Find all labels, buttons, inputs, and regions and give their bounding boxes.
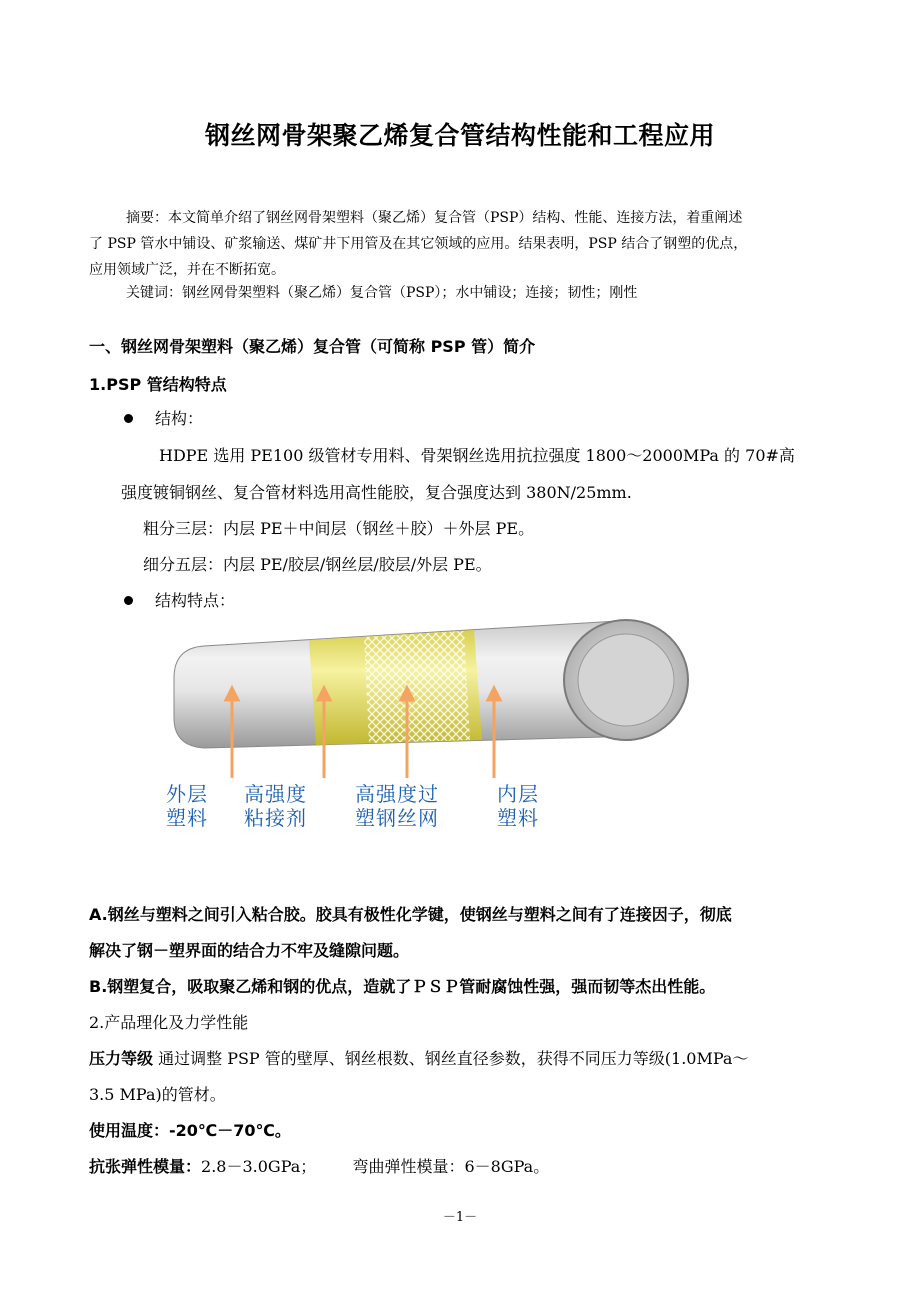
bullet-structure: 结构： [155,409,204,428]
document-title: 钢丝网骨架聚乙烯复合管结构性能和工程应用 [204,121,715,150]
pressure-line-2: 3.5 MPa)的管材。 [89,1085,226,1104]
abstract-line-1: 摘要：本文简单介绍了钢丝网骨架塑料（聚乙烯）复合管（PSP）结构、性能、连接方法，着重阐述 [126,210,743,226]
temperature: 使用温度：-20℃－70℃。 [89,1121,291,1140]
label-outer-plastic: 外层 塑料 [166,782,208,830]
pressure-label: 压力等级 [89,1049,154,1068]
abstract-line-3: 应用领域广泛，并在不断拓宽。 [89,262,285,278]
pipe-illustration [164,618,704,778]
abstract-line-2: 了 PSP 管水中铺设、矿浆输送、煤矿井下用管及在其它领域的应用。结果表明，PSP 结合了钢塑的优点， [89,236,748,252]
keywords: 关键词：钢丝网骨架塑料（聚乙烯）复合管（PSP）；水中铺设；连接；韧性；刚性 [126,285,638,301]
pipe-structure-figure [164,618,704,848]
point-b: B.钢塑复合，吸取聚乙烯和钢的优点，造就了ＰＳＰ管耐腐蚀性强，强而韧等杰出性能。 [89,977,716,996]
point-a-line-1: A.钢丝与塑料之间引入粘合胶。胶具有极性化学键，使钢丝与塑料之间有了连接因子，彻底 [89,905,732,924]
subsection-heading-1: 1.PSP 管结构特点 [89,375,227,394]
flexural-modulus-value: 6－8GPa。 [464,1157,550,1176]
label-steel-mesh: 高强度过 塑钢丝网 [355,782,439,830]
structure-para-line-2: 强度镀铜钢丝、复合管材料选用高性能胶，复合强度达到 380N/25mm. [121,483,632,502]
tensile-modulus-label: 抗张弹性模量： [89,1157,202,1176]
subsection-heading-2: 2.产品理化及力学性能 [89,1013,249,1032]
page-number: －1－ [442,1210,478,1225]
point-a-line-2: 解决了钢－塑界面的结合力不牢及缝隙问题。 [89,941,410,960]
label-inner-plastic: 内层 塑料 [497,782,539,830]
label-adhesive: 高强度 粘接剂 [244,782,307,830]
pressure-line-1 [89,1046,748,1069]
bullet-icon [124,596,133,605]
modulus-line [89,1154,549,1177]
section-heading: 一、钢丝网骨架塑料（聚乙烯）复合管（可简称 PSP 管）简介 [89,337,536,356]
bullet-icon [124,414,133,423]
flexural-modulus-label: 弯曲弹性模量： [352,1157,465,1176]
structure-para-line-1: HDPE 选用 PE100 级管材专用料、骨架钢丝选用抗拉强度 1800～2000MPa 的 70#高 [159,446,795,465]
coarse-layers: 粗分三层：内层 PE＋中间层（钢丝＋胶）＋外层 PE。 [143,519,535,538]
pressure-text: 通过调整 PSP 管的壁厚、钢丝根数、钢丝直径参数，获得不同压力等级(1.0MPa～ [158,1049,749,1068]
bullet-structure-features: 结构特点： [155,591,236,610]
fine-layers: 细分五层：内层 PE/胶层/钢丝层/胶层/外层 PE。 [143,555,492,574]
tensile-modulus-value: 2.8－3.0GPa； [201,1157,317,1176]
